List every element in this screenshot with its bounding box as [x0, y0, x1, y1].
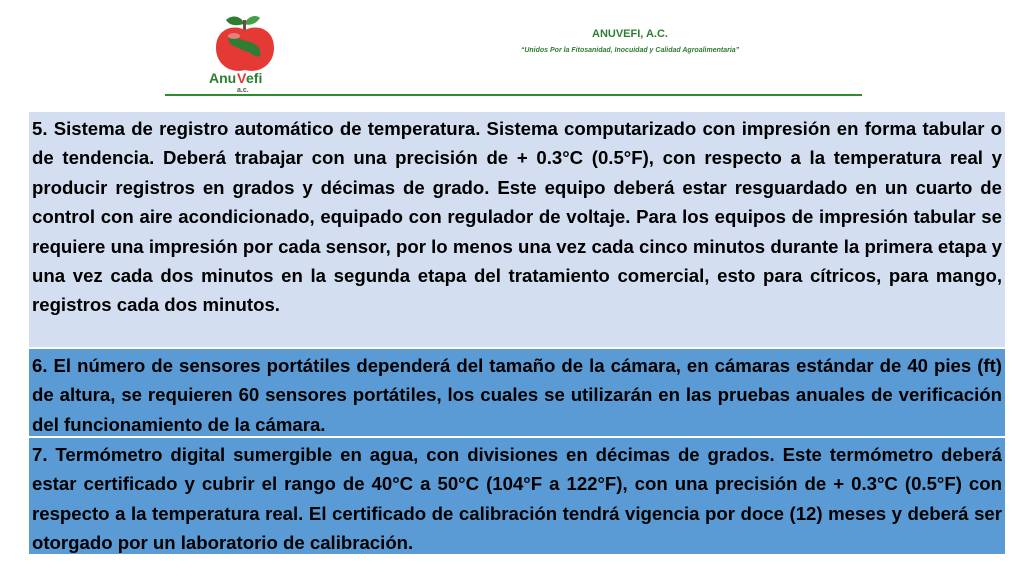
header-divider	[165, 94, 862, 96]
item-7: 7. Termómetro digital sumergible en agua, con divisiones en décimas de grados. Este termómetro deberá estar certificado y cubrir el rango de 40°C a 50°C (104°F a 122°F), con una precisión de + 0.3°C (0.5°F) con respecto a la temperatura real. El certificado de calibración tendrá vigencia por doce (12) meses y deberá ser otorgado por un laboratorio de calibración.	[29, 436, 1005, 554]
anuvefi-logo	[204, 12, 286, 94]
content-table	[29, 112, 1005, 554]
apple-logo-icon	[204, 12, 286, 94]
item-5: 5. Sistema de registro automático de temperatura. Sistema computarizado con impresión en forma tabular o de tendencia. Deberá trabajar con una precisión de + 0.3°C (0.5°F), con respecto a la temperatura real y producir registros en grados y décimas de grado. Este equipo deberá estar resguardado en un cuarto de control con aire acondicionado, equipado con regulador de voltaje. Para los equipos de impresión tabular se requiere una impresión por cada sensor, por lo menos una vez cada cinco minutos durante la primera etapa y una vez cada dos minutos en la segunda etapa del tratamiento comercial, esto para cítricos, para mango, registros cada dos minutos.	[29, 112, 1005, 347]
organization-motto: “Unidos Por la Fitosanidad, Inocuidad y Calidad Agroalimentaria”	[520, 47, 740, 54]
svg-text:efi: efi	[246, 70, 263, 86]
svg-text:a.c.: a.c.	[237, 87, 249, 94]
svg-text:V: V	[237, 70, 247, 86]
item-6: 6. El número de sensores portátiles dependerá del tamaño de la cámara, en cámaras estándar de 40 pies (ft) de altura, se requieren 60 sensores portátiles, los cuales se utilizarán en las pruebas anuales de verificación del funcionamiento de la cámara.	[29, 347, 1005, 436]
organization-name: ANUVEFI, A.C.	[592, 28, 668, 40]
svg-text:Anu: Anu	[209, 70, 237, 86]
